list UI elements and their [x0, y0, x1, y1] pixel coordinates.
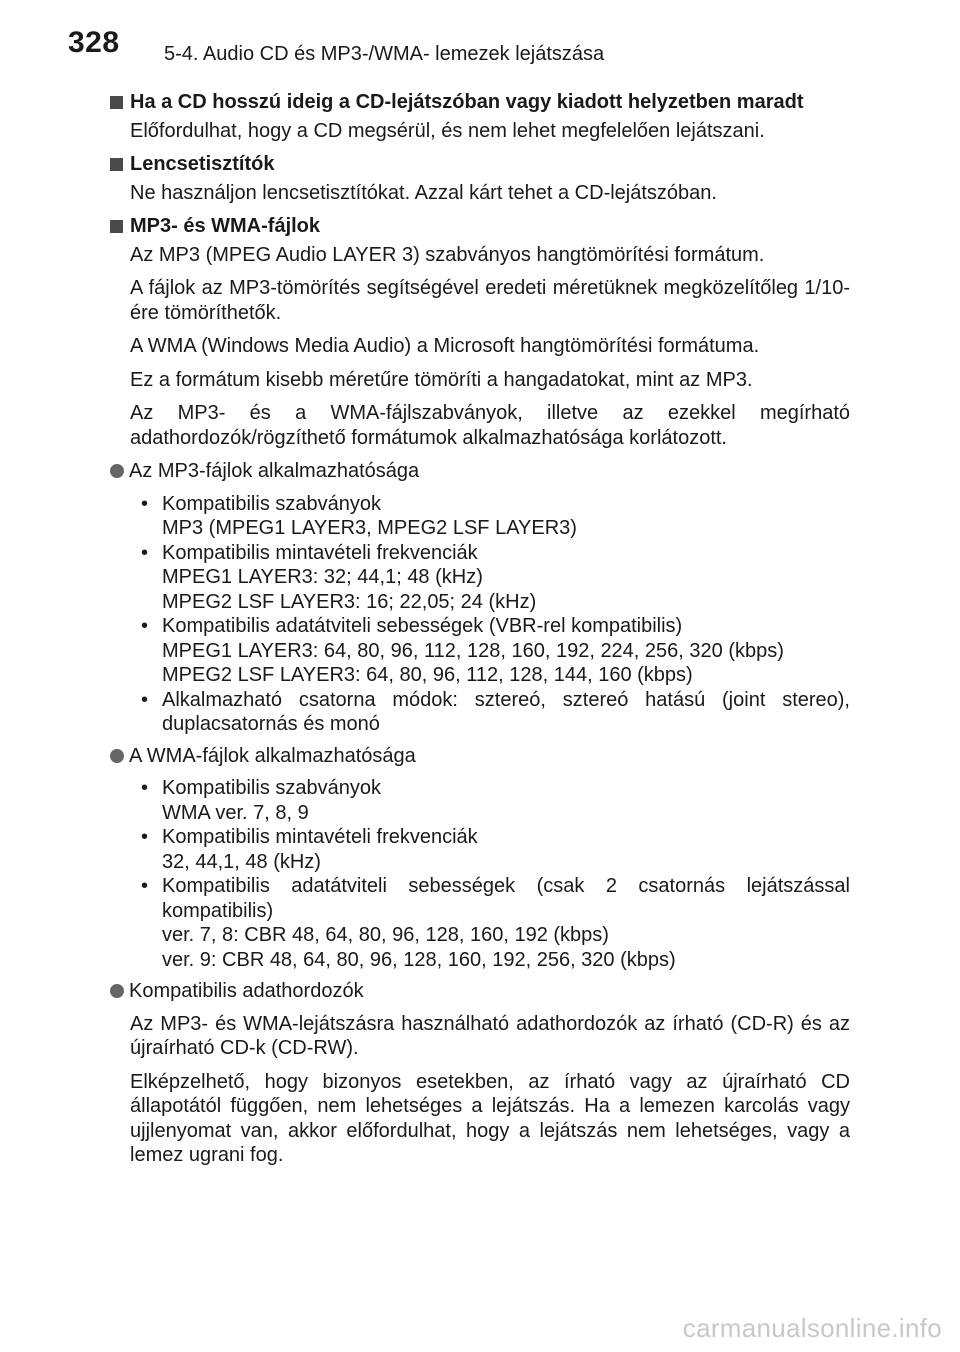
list-item-line: MPEG2 LSF LAYER3: 16; 22,05; 24 (kHz)	[162, 590, 537, 613]
bullet-dot-icon: •	[140, 875, 148, 897]
circle-bullet-icon	[110, 464, 124, 478]
section-heading	[110, 152, 850, 177]
square-bullet-icon	[110, 220, 123, 233]
list-item	[110, 825, 850, 874]
circle-bullet-icon	[110, 749, 124, 763]
bullet-dot-icon: •	[140, 615, 148, 637]
subsection-title: Kompatibilis adathordozók	[129, 980, 364, 1002]
square-bullet-icon	[110, 96, 123, 109]
paragraph: Ne használjon lencsetisztítókat. Azzal kárt tehet a CD-lejátszóban.	[130, 181, 717, 204]
paragraph: Ez a formátum kisebb méretűre tömöríti a hangadatokat, mint az MP3.	[130, 368, 753, 391]
list-item	[110, 541, 850, 615]
section-heading	[110, 214, 850, 239]
list-item-line: 32, 44,1, 48 (kHz)	[162, 850, 321, 873]
subsection-heading-mp3	[110, 459, 850, 484]
page-header	[0, 0, 960, 80]
subsection-title: Az MP3-fájlok alkalmazhatósága	[129, 460, 420, 482]
bullet-dot-icon: •	[140, 777, 148, 799]
section-title: Ha a CD hosszú ideig a CD-lejátszóban vagy kiadott helyzetben maradt	[130, 91, 804, 113]
list-item-line: MPEG2 LSF LAYER3: 64, 80, 96, 112, 128, 144, 160 (kbps)	[162, 664, 693, 686]
list-item	[110, 874, 850, 972]
subsection-title: A WMA-fájlok alkalmazhatósága	[129, 744, 416, 767]
section-title: Lencsetisztítók	[130, 153, 275, 175]
list-item	[110, 776, 850, 825]
paragraph: A fájlok az MP3-tömörítés segítségével eredeti méretüknek megközelítőleg 1/10-ére tömöríthetők.	[130, 277, 850, 324]
list-item-line: Kompatibilis adatátviteli sebességek (VBR-rel kompatibilis)	[162, 615, 683, 637]
page-number: 328	[68, 26, 120, 59]
paragraph: Az MP3- és a WMA-fájlszabványok, illetve az ezekkel megírható adathordozók/rögzíthető formátumok alkalmazhatósága korlátozott.	[130, 402, 850, 449]
list-item-line: Alkalmazható csatorna módok: sztereó, sztereó hatású (joint stereo), duplacsatornás és monó	[162, 688, 850, 735]
subsection-heading-media	[110, 979, 850, 1004]
circle-bullet-icon	[110, 984, 124, 998]
list-item-line: WMA ver. 7, 8, 9	[162, 801, 309, 824]
bullet-dot-icon: •	[140, 826, 148, 848]
paragraph: Az MP3 (MPEG Audio LAYER 3) szabványos hangtömörítési formátum.	[130, 243, 765, 266]
list-item-line: MPEG1 LAYER3: 64, 80, 96, 112, 128, 160, 192, 224, 256, 320 (kbps)	[162, 639, 784, 662]
subsection-heading-wma	[110, 744, 850, 769]
mp3-spec-list	[110, 492, 850, 737]
bullet-dot-icon: •	[140, 492, 148, 515]
list-item-line: ver. 9: CBR 48, 64, 80, 96, 128, 160, 192, 256, 320 (kbps)	[162, 948, 676, 971]
section-title: MP3- és WMA-fájlok	[130, 215, 321, 237]
square-bullet-icon	[110, 158, 123, 171]
list-item-line: Kompatibilis mintavételi frekvenciák	[162, 826, 478, 848]
bullet-dot-icon: •	[140, 688, 148, 711]
list-item-line: Kompatibilis mintavételi frekvenciák	[162, 541, 478, 564]
list-item-line: Kompatibilis adatátviteli sebességek (csak 2 csatornás lejátszással kompatibilis)	[162, 875, 850, 922]
list-item-line: ver. 7, 8: CBR 48, 64, 80, 96, 128, 160, 192 (kbps)	[162, 924, 609, 946]
page-body	[110, 90, 850, 1177]
paragraph: Előfordulhat, hogy a CD megsérül, és nem lehet megfelelően lejátszani.	[130, 119, 765, 142]
list-item-line: Kompatibilis szabványok	[162, 492, 381, 515]
list-item-line: Kompatibilis szabványok	[162, 777, 381, 799]
list-item	[110, 614, 850, 688]
section-heading	[110, 90, 850, 115]
list-item-line: MPEG1 LAYER3: 32; 44,1; 48 (kHz)	[162, 566, 483, 588]
paragraph: Az MP3- és WMA-lejátszásra használható adathordozók az írható (CD-R) és az újraírható CD-k (CD-RW).	[130, 1012, 850, 1059]
list-item-line: MP3 (MPEG1 LAYER3, MPEG2 LSF LAYER3)	[162, 517, 577, 539]
section-lens-cleaners	[110, 152, 850, 205]
running-head: 5-4. Audio CD és MP3-/WMA- lemezek lejátszása	[164, 43, 605, 65]
paragraph: Elképzelhető, hogy bizonyos esetekben, az írható vagy az újraírható CD állapotától függően, nem lehetséges a lejátszás. Ha a lemezen karcolás vagy ujjlenyomat van, akkor előfordulhat, hogy a lejátszás nem lehetséges, vagy a lemez ugrani fog.	[130, 1070, 850, 1166]
section-mp3-wma-files	[110, 214, 850, 450]
list-item	[110, 688, 850, 737]
bullet-dot-icon: •	[140, 541, 148, 564]
wma-spec-list	[110, 776, 850, 972]
list-item	[110, 492, 850, 541]
watermark: carmanualsonline.info	[682, 1313, 942, 1343]
section-cd-left-in-player	[110, 90, 850, 143]
paragraph: A WMA (Windows Media Audio) a Microsoft hangtömörítési formátuma.	[130, 335, 760, 357]
